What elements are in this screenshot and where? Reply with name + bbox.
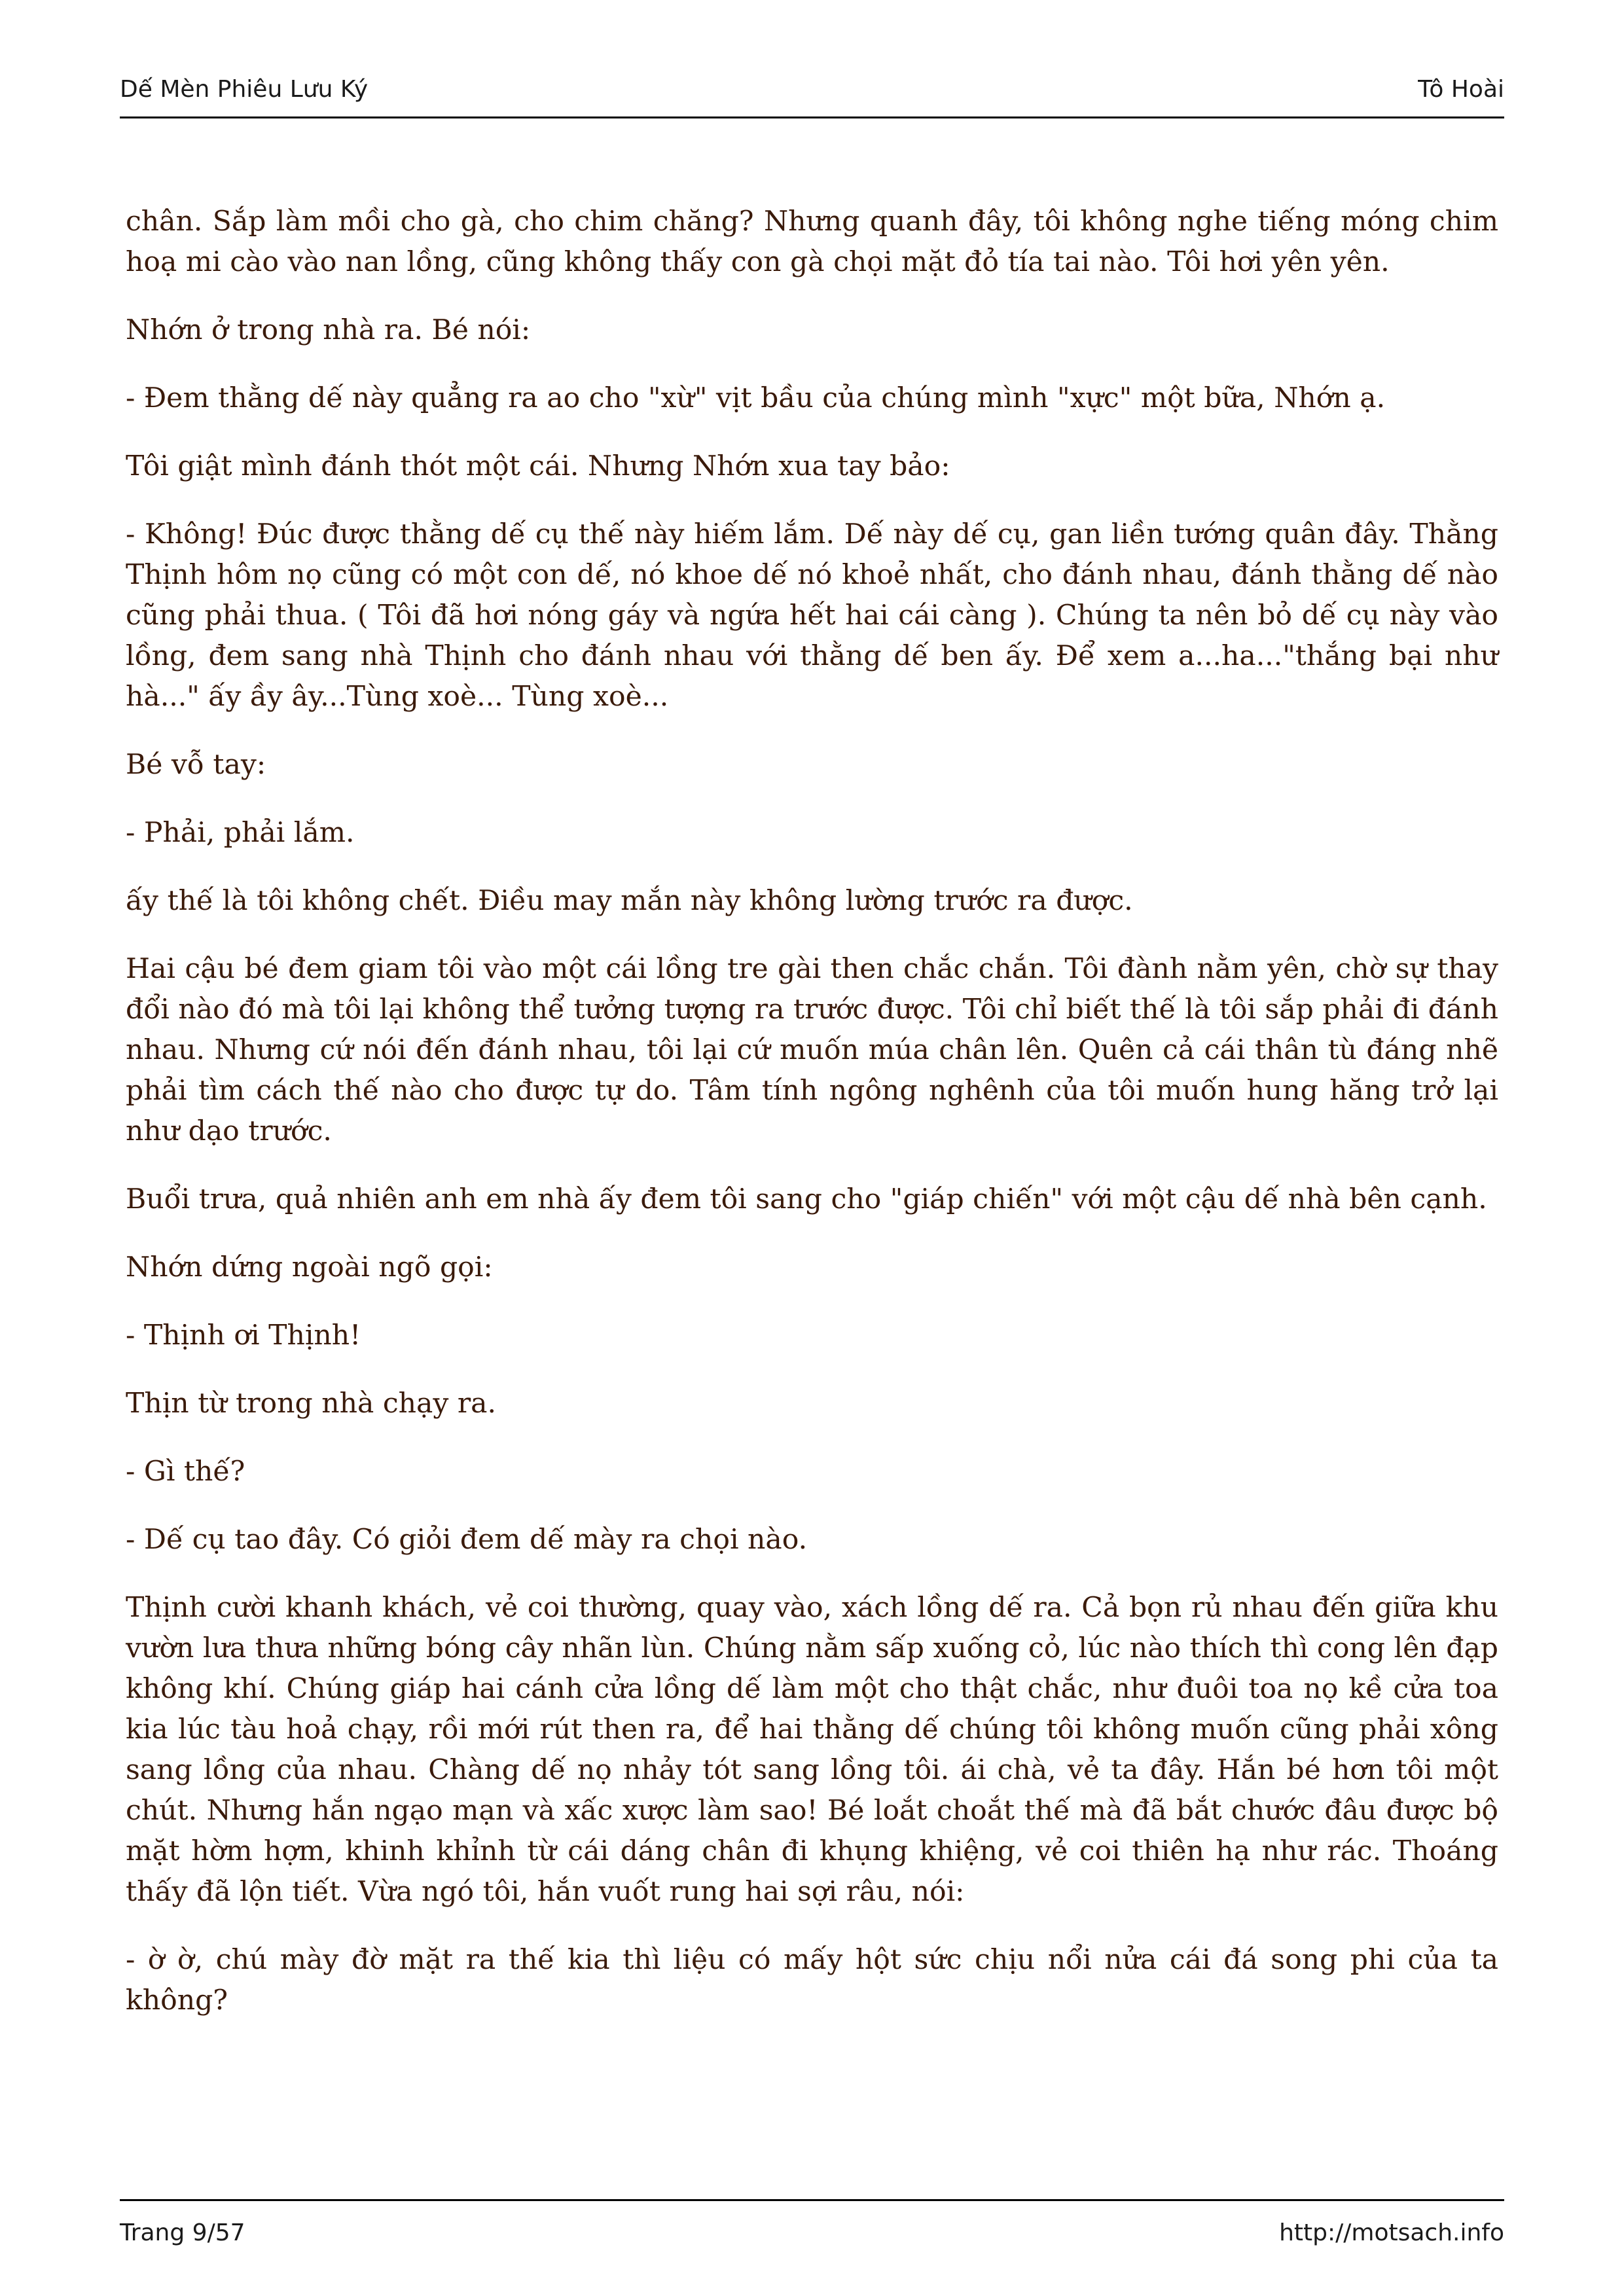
paragraph: Bé vỗ tay: xyxy=(126,749,266,781)
paragraph: - Dế cụ tao đây. Có giỏi đem dế mày ra chọi nào. xyxy=(126,1524,808,1556)
paragraph: - Gì thế? xyxy=(126,1456,245,1488)
paragraph: - Đem thằng dế này quẳng ra ao cho "xừ" vịt bầu của chúng mình "xực" một bữa, Nhớn ạ. xyxy=(126,382,1386,414)
paragraph: - Phải, phải lắm. xyxy=(126,817,355,849)
paragraph: Nhớn ở trong nhà ra. Bé nói: xyxy=(126,314,531,346)
paragraph: - Không! Đúc được thằng dế cụ thế này hiếm lắm. Dế này dế cụ, gan liền tướng quân đây. Thằng Thịnh hôm nọ cũng có một con dế, nó khoe dế nó khoẻ nhất, cho đánh nhau, đánh thằng dế nào cũng phải thua. ( Tôi đã hơi nóng gáy và ngứa hết hai cái càng ). Chúng ta nên bỏ dế cụ này vào lồng, đem sang nhà Thịnh cho đánh nhau với thằng dế ben ấy. Để xem a...ha..."thắng bại như hà..." ấy ầy ây...Tùng xoè... Tùng xoè... xyxy=(126,518,1498,713)
paragraph: Thịnh cười khanh khách, vẻ coi thường, quay vào, xách lồng dế ra. Cả bọn rủ nhau đến giữa khu vườn lưa thưa những bóng cây nhãn lùn. Chúng nằm sấp xuống cỏ, lúc nào thích thì cong lên đạp không khí. Chúng giáp hai cánh cửa lồng dế làm một cho thật chắc, như đuôi toa nọ kề cửa toa kia lúc tàu hoả chạy, rồi mới rút then ra, để hai thằng dế chúng tôi không muốn cũng phải xông sang lồng của nhau. Chàng dế nọ nhảy tót sang lồng tôi. ái chà, vẻ ta đây. Hắn bé hơn tôi một chút. Nhưng hắn ngạo mạn và xấc xược làm sao! Bé loắt choắt thế mà đã bắt chước đâu được bộ mặt hờm hợm, khinh khỉnh từ cái dáng chân đi khụng khiệng, vẻ coi thiên hạ như rác. Thoáng thấy đã lộn tiết. Vừa ngó tôi, hắn vuốt rung hai sợi râu, nói: xyxy=(126,1592,1498,1908)
paragraph: Nhớn dứng ngoài ngõ gọi: xyxy=(126,1251,493,1283)
paragraph: Thịn từ trong nhà chạy ra. xyxy=(126,1388,497,1420)
book-title: Dế Mèn Phiêu Lưu Ký xyxy=(120,76,369,103)
paragraph: ấy thế là tôi không chết. Điều may mắn này không lường trước ra được. xyxy=(126,885,1133,917)
page-footer xyxy=(120,2199,1504,2246)
page-number: Trang 9/57 xyxy=(120,2219,245,2246)
page-header xyxy=(120,71,1504,118)
paragraph: - Thịnh ơi Thịnh! xyxy=(126,1319,361,1352)
paragraph: Hai cậu bé đem giam tôi vào một cái lồng tre gài then chắc chắn. Tôi đành nằm yên, chờ sự thay đổi nào đó mà tôi lại không thể tưởng tượng ra trước được. Tôi chỉ biết thế là tôi sắp phải đi đánh nhau. Nhưng cứ nói đến đánh nhau, tôi lại cứ muốn múa chân lên. Quên cả cái thân tù đáng nhẽ phải tìm cách thế nào cho được tự do. Tâm tính ngông nghênh của tôi muốn hung hăng trở lại như dạo trước. xyxy=(126,953,1498,1147)
paragraph: chân. Sắp làm mồi cho gà, cho chim chăng? Nhưng quanh đây, tôi không nghe tiếng móng chim hoạ mi cào vào nan lồng, cũng không thấy con gà chọi mặt đỏ tía tai nào. Tôi hơi yên yên. xyxy=(126,206,1498,278)
author-name: Tô Hoài xyxy=(1418,76,1504,103)
paragraph: Tôi giật mình đánh thót một cái. Nhưng Nhớn xua tay bảo: xyxy=(126,450,950,482)
paragraph: Buổi trưa, quả nhiên anh em nhà ấy đem tôi sang cho "giáp chiến" với một cậu dế nhà bên cạnh. xyxy=(126,1183,1487,1215)
paragraph: - ờ ờ, chú mày đờ mặt ra thế kia thì liệu có mấy hột sức chịu nổi nửa cái đá song phi của ta không? xyxy=(126,1944,1498,2017)
site-link[interactable]: http://motsach.info xyxy=(1279,2219,1504,2246)
body-text xyxy=(126,202,1498,2049)
